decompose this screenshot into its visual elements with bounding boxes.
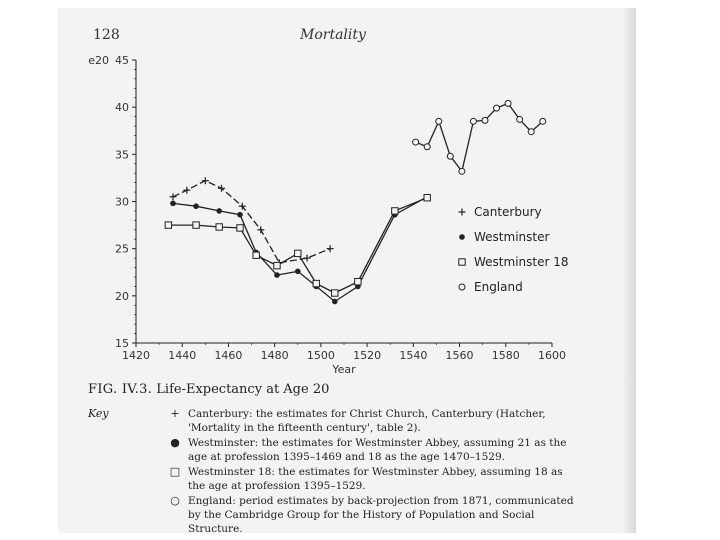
key-text-canterbury: Canterbury: the estimates for Christ Church, Canterbury (Hatcher, 'Mortality in the fifteenth century', table 2). — [188, 408, 546, 434]
key-symbol-westminster-18: □ — [169, 465, 181, 478]
y-tick-label-25: 25 — [115, 242, 129, 256]
page-number: 128 — [93, 27, 120, 43]
x-axis-label: Year — [332, 363, 356, 376]
point-westminster-6 — [295, 269, 301, 275]
x-tick-label-1420: 1420 — [122, 349, 150, 362]
point-westminster-18-7 — [313, 280, 319, 286]
x-tick-label-1580: 1580 — [491, 349, 520, 362]
running-title: Mortality — [300, 27, 366, 43]
point-canterbury-2 — [202, 177, 209, 184]
point-canterbury-7 — [304, 255, 311, 262]
key-text-westminster: Westminster: the estimates for Westminster Abbey, assuming 21 as the age at profession 1395–1469 and 18 as the age 1470–1529. — [188, 437, 567, 463]
point-westminster-3 — [237, 212, 243, 218]
key-label: Key — [88, 407, 109, 420]
legend-marker-canterbury — [459, 209, 466, 216]
point-westminster-18-3 — [237, 225, 243, 231]
point-westminster-2 — [216, 208, 222, 214]
point-westminster-18-4 — [253, 252, 259, 258]
point-england-10 — [528, 129, 534, 135]
y-tick-label-45: 45 — [115, 54, 129, 67]
point-westminster-18-2 — [216, 224, 222, 230]
point-westminster-18-5 — [274, 262, 280, 268]
point-westminster-18-8 — [332, 290, 338, 296]
point-england-8 — [505, 100, 511, 106]
point-england-0 — [413, 139, 419, 145]
point-canterbury-5 — [257, 226, 264, 233]
x-tick-label-1500: 1500 — [306, 349, 335, 362]
point-canterbury-3 — [218, 185, 225, 192]
key-symbol-canterbury: + — [170, 407, 180, 420]
legend-label-westminster: Westminster — [474, 230, 550, 244]
series-line-westminster — [173, 197, 427, 302]
legend-marker-westminster-18 — [459, 259, 465, 265]
y-tick-label-40: 40 — [115, 101, 129, 115]
series-layer — [165, 100, 546, 304]
y-tick-label-35: 35 — [115, 148, 129, 162]
figure-caption — [88, 382, 329, 397]
x-tick-label-1520: 1520 — [353, 349, 382, 362]
figure-number: FIG. IV.3. — [88, 382, 153, 397]
y-axis-label: e20 — [88, 54, 109, 67]
point-canterbury-1 — [183, 187, 190, 194]
point-canterbury-8 — [327, 245, 334, 252]
point-westminster-0 — [170, 201, 176, 207]
x-tick-label-1460: 1460 — [214, 349, 243, 362]
point-westminster-18-10 — [392, 208, 398, 214]
y-tick-label-30: 30 — [115, 195, 129, 209]
key-symbol-england: ○ — [170, 494, 180, 507]
legend-label-westminster-18: Westminster 18 — [474, 255, 569, 269]
x-tick-label-1540: 1540 — [399, 349, 428, 362]
point-england-4 — [459, 168, 465, 174]
point-westminster-18-9 — [355, 278, 361, 284]
point-england-1 — [424, 144, 430, 150]
y-tick-label-20: 20 — [115, 289, 129, 303]
point-england-9 — [517, 116, 523, 122]
point-england-5 — [470, 118, 476, 124]
legend-marker-england — [459, 284, 465, 290]
legend-label-england: England — [474, 280, 523, 294]
y-tick-label-15: 15 — [115, 337, 129, 350]
key-symbol-westminster: ● — [170, 436, 180, 449]
point-england-3 — [447, 153, 453, 159]
point-westminster-18-11 — [424, 195, 430, 201]
point-england-11 — [540, 118, 546, 124]
point-westminster-1 — [193, 203, 199, 209]
series-line-westminster-18 — [168, 198, 427, 293]
key-text-england: England: period estimates by back-projection from 1871, communicated by the Cambridge Group for the History of Population and Social Structure. — [188, 495, 574, 535]
series-line-england — [416, 103, 543, 171]
point-westminster-8 — [332, 299, 338, 305]
key-text-westminster-18: Westminster 18: the estimates for Westminster Abbey, assuming 18 as the age at profession 1395–1529. — [188, 466, 563, 492]
figure-title: Life-Expectancy at Age 20 — [156, 382, 330, 397]
point-westminster-18-0 — [165, 222, 171, 228]
point-westminster-18-1 — [193, 222, 199, 228]
point-england-2 — [436, 118, 442, 124]
point-westminster-5 — [274, 272, 280, 278]
point-westminster-18-6 — [295, 250, 301, 256]
legend-label-canterbury: Canterbury — [474, 205, 542, 219]
x-tick-label-1440: 1440 — [168, 349, 197, 362]
x-tick-label-1560: 1560 — [445, 349, 474, 362]
x-tick-label-1480: 1480 — [260, 349, 289, 362]
point-england-6 — [482, 117, 488, 123]
legend-marker-westminster — [459, 234, 465, 240]
point-england-7 — [494, 105, 500, 111]
chart-legend — [459, 205, 569, 294]
point-canterbury-0 — [169, 193, 176, 200]
x-tick-label-1600: 1600 — [538, 349, 566, 362]
